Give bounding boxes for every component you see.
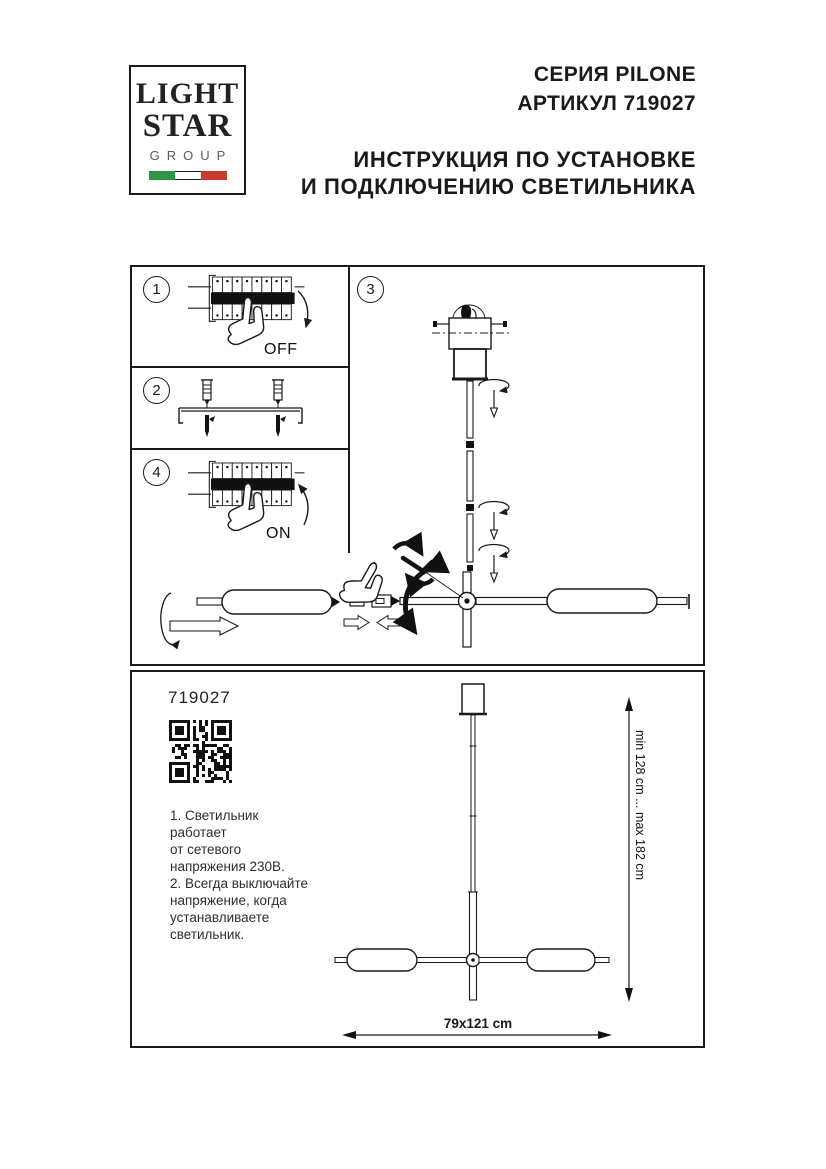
- step-1-number: 1: [152, 281, 161, 298]
- flag-red-segment: [201, 171, 227, 180]
- fixture-dimension-diagram: [132, 672, 703, 1046]
- off-arrow: [298, 291, 308, 327]
- instruction-heading: [300, 146, 696, 200]
- flag-green-segment: [149, 171, 175, 180]
- logo-text-light: LIGHT: [135, 77, 240, 110]
- step-2-number: 2: [152, 382, 161, 399]
- step3-stem-illustration: [432, 305, 510, 582]
- title-block: [310, 60, 696, 118]
- step4-breaker-illustration: [188, 461, 308, 536]
- step2-bracket-illustration: [179, 380, 302, 437]
- note-line: 1. Светильник: [170, 808, 259, 823]
- note-line: напряжения 230В.: [170, 859, 285, 874]
- height-dimension-label: min 128 cm ... max 182 cm: [633, 730, 647, 881]
- note-line: светильник.: [170, 927, 245, 942]
- instruction-line-2: И ПОДКЛЮЧЕНИЮ СВЕТИЛЬНИКА: [300, 174, 696, 199]
- logo-text-group: GROUP: [149, 148, 233, 163]
- assembly-steps-illustration: [132, 267, 703, 664]
- note-line: устанавливаете: [170, 910, 270, 925]
- note-line: от сетевого: [170, 842, 242, 857]
- step1-breaker-illustration: [188, 275, 308, 350]
- instruction-line-1: ИНСТРУКЦИЯ ПО УСТАНОВКЕ: [353, 147, 696, 172]
- step-3-number: 3: [366, 281, 375, 298]
- series-title: СЕРИЯ PILONE: [533, 63, 696, 86]
- note-line: напряжение, когда: [170, 893, 287, 908]
- bar-assembly-illustration: [161, 543, 689, 647]
- on-arrow: [299, 485, 308, 525]
- step-4-number: 4: [152, 464, 161, 481]
- width-dimension-label: 79x121 cm: [443, 1016, 513, 1031]
- product-code: 719027: [168, 688, 231, 707]
- lightstar-logo: [129, 65, 246, 195]
- breaker-on-label: ON: [266, 525, 291, 542]
- italian-flag-stripe: [149, 171, 227, 180]
- breaker-off-label: OFF: [264, 341, 298, 358]
- article-title: АРТИКУЛ 719027: [517, 92, 696, 115]
- product-dimensions-box: [130, 670, 705, 1048]
- note-line: 2. Всегда выключайте: [170, 876, 308, 891]
- flag-white-segment: [175, 171, 201, 180]
- note-line: работает: [170, 825, 227, 840]
- assembly-steps-box: [130, 265, 705, 666]
- logo-text-star: STAR: [142, 108, 233, 144]
